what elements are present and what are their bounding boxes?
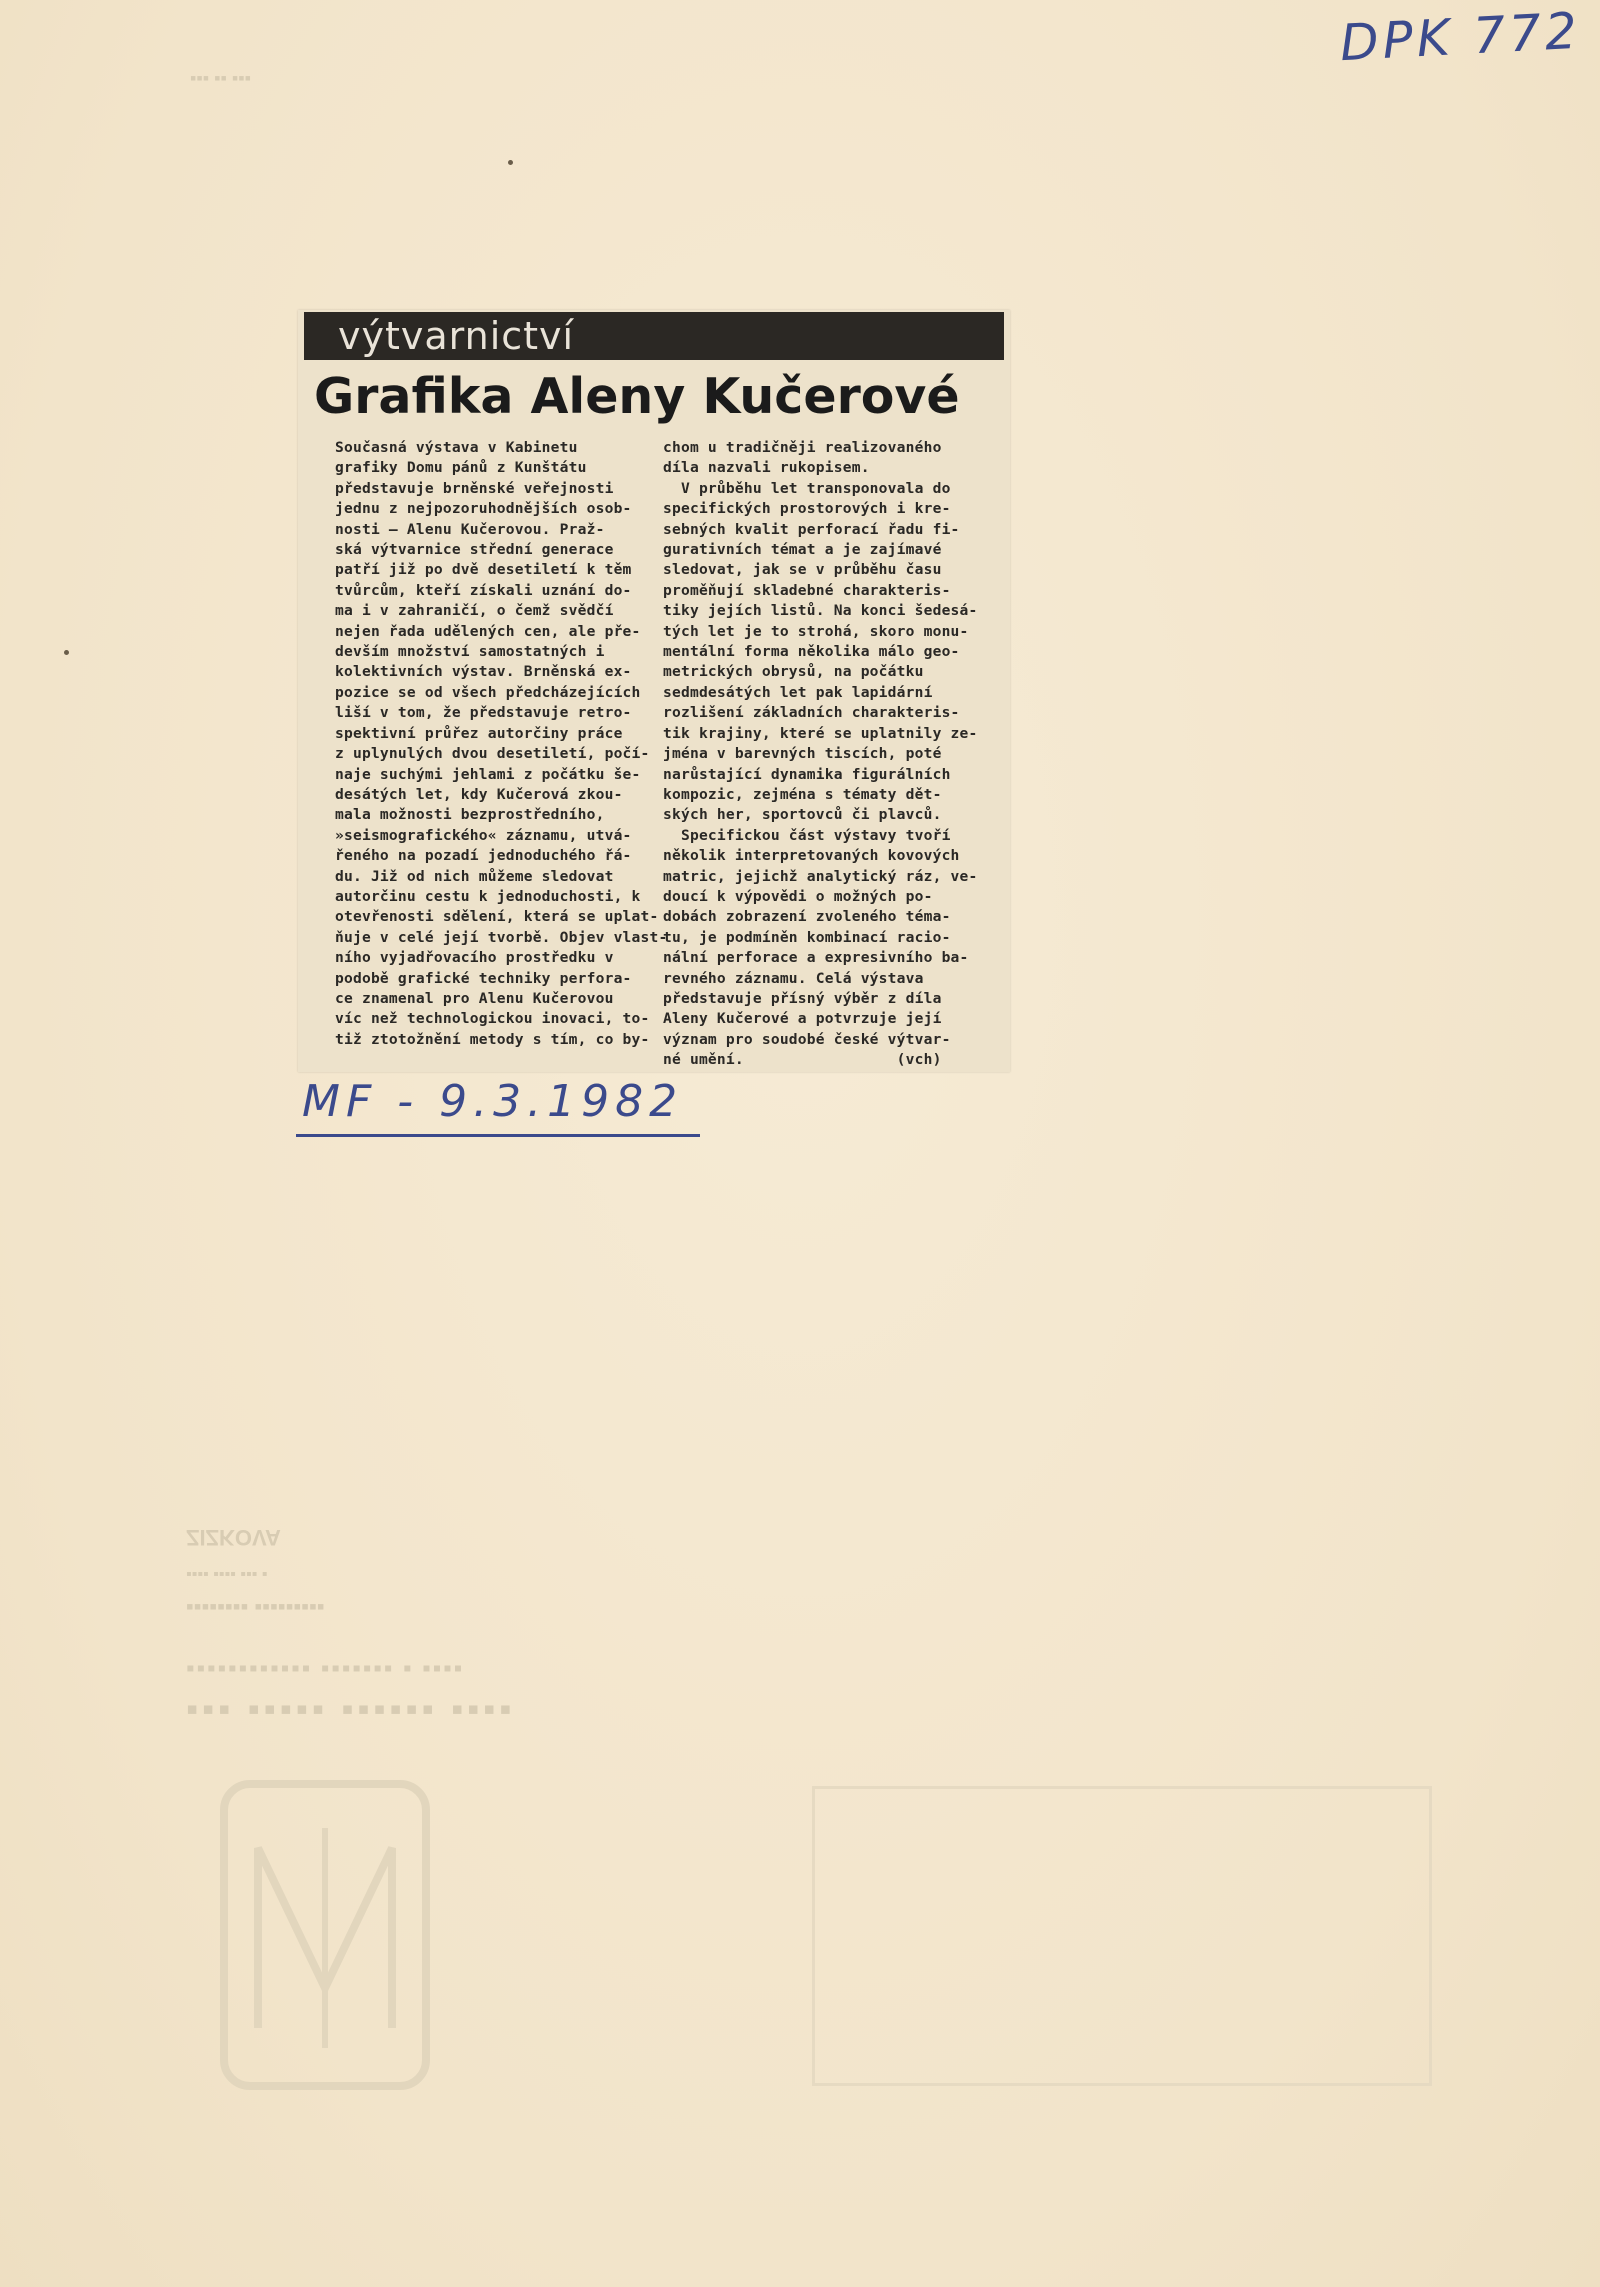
source-note-underline [296,1134,700,1137]
article-line: desátých let, kdy Kučerová zkou- [335,785,623,803]
article-line: jednu z nejpozoruhodnějších osob- [335,500,632,518]
article-line: pozice se od všech předcházejících [335,683,641,701]
article-line: specifických prostorových i kre- [663,500,951,518]
article-line: narůstající dynamika figurálních [663,765,951,783]
article-line: du. Již od nich můžeme sledovat [335,867,614,885]
article-line: ního vyjadřovacího prostředku v [335,949,614,967]
article-line: »seismografického« záznamu, utvá- [335,826,632,844]
article-line: sledovat, jak se v průběhu času [663,561,942,579]
faded-print-line-5: ▪▪▪ ▪▪▪▪▪ ▪▪▪▪▪▪ ▪▪▪▪ [186,1691,516,1729]
article-line: V průběhu let transponovala do [663,479,951,497]
faded-print-line-4: ▪▪▪▪▪▪▪▪▪▪▪▪ ▪▪▪▪▪▪▪ ▪ ▪▪▪▪ [186,1655,465,1682]
article-line: podobě grafické techniky perfora- [335,969,632,987]
article-line: dobách zobrazení zvoleného téma- [663,908,951,926]
faded-print-line-3: ▪▪▪▪▪▪▪▪ ▪▪▪▪▪▪▪▪▪ [186,1595,325,1620]
article-headline: Grafika Aleny Kučerové [314,368,960,425]
article-line: rozlišení základních charakteris- [663,704,960,722]
speck [508,160,513,165]
article-line: liší v tom, že představuje retro- [335,704,632,722]
article-line: patří již po dvě desetiletí k těm [335,561,632,579]
article-line: kolektivních výstav. Brněnská ex- [335,663,632,681]
article-line: řeného na pozadí jednoduchého řá- [335,847,632,865]
article-line: kompozic, zejména s tématy dět- [663,785,942,803]
article-line: tiž ztotožnění metody s tím, co by- [335,1030,650,1048]
section-band [304,312,1004,360]
article-line: gurativních témat a je zajímavé [663,541,942,559]
article-line: autorčinu cestu k jednoduchosti, k [335,887,641,905]
article-line: tu, je podmíněn kombinací racio- [663,928,951,946]
article-line: víc než technologickou inovaci, to- [335,1010,650,1028]
speck [64,650,69,655]
article-line: několik interpretovaných kovových [663,847,960,865]
faded-print-line-2: ▪▪▪▪ ▪▪▪▪ ▪▪▪ ▪ [186,1565,268,1582]
newspaper-clipping [298,310,1010,1072]
article-line: mentální forma několika málo geo- [663,643,960,661]
article-line: doucí k výpovědi o možných po- [663,887,933,905]
address-box [812,1786,1432,2086]
article-line: nální perforace a expresivního ba- [663,949,969,967]
article-line: nejen řada udělených cen, ale pře- [335,622,641,640]
faded-logo-icon [220,1780,430,2090]
article-line: sedmdesátých let pak lapidární [663,683,933,701]
article-line: ská výtvarnice střední generace [335,541,614,559]
article-line: ma i v zahraničí, o čemž svědčí [335,602,614,620]
section-label: výtvarnictví [338,314,575,358]
article-line: naje suchými jehlami z počátku še- [335,765,641,783]
article-line: mala možnosti bezprostředního, [335,806,605,824]
source-note: MF - 9.3.1982 [302,1076,684,1127]
article-line: Současná výstava v Kabinetu [335,439,578,456]
article-line: tiky jejích listů. Na konci šedesá- [663,602,978,620]
article-line: grafiky Domu pánů z Kunštátu [335,459,587,477]
article-line: ňuje v celé její tvorbě. Objev vlast- [335,928,668,946]
article-line: tvůrcům, kteří získali uznání do- [335,581,632,599]
article-line: spektivní průřez autorčiny práce [335,724,623,742]
article-line: ských her, sportovců či plavců. [663,806,942,824]
article-line: nosti — Alenu Kučerovou. Praž- [335,520,605,538]
article-line: z uplynulých dvou desetiletí, počí- [335,745,650,763]
article-line: matric, jejichž analytický ráz, ve- [663,867,978,885]
article-line: proměňují skladebné charakteris- [663,581,951,599]
article-line: tik krajiny, které se uplatnily ze- [663,724,978,742]
article-line: představuje brněnské veřejnosti [335,479,614,497]
article-line: představuje přísný výběr z díla [663,989,942,1007]
article-line: význam pro soudobé české výtvar- [663,1030,951,1048]
article-line: devším množství samostatných i [335,643,605,661]
article-line: né umění. (vch) [663,1051,942,1069]
faded-print-line-1: ZIZKOVA [186,1525,281,1550]
article-line: ce znamenal pro Alenu Kučerovou [335,989,614,1007]
article-line: jména v barevných tiscích, poté [663,745,942,763]
article-line: metrických obrysů, na počátku [663,663,924,681]
article-column-right [663,438,978,1071]
article-line: sebných kvalit perforací řadu fi- [663,520,960,538]
article-line: tých let je to strohá, skoro monu- [663,622,969,640]
article-line: Specifickou část výstavy tvoří [663,826,951,844]
article-line: otevřenosti sdělení, která se uplat- [335,908,659,926]
article-line: revného záznamu. Celá výstava [663,969,924,987]
article-line: chom u tradičněji realizovaného [663,439,942,456]
faded-print-top: ▪▪▪ ▪▪ ▪▪▪ [190,68,252,88]
article-line: Aleny Kučerové a potvrzuje její [663,1010,942,1028]
article-line: díla nazvali rukopisem. [663,459,870,477]
archive-mark: DPK 772 [1338,1,1583,73]
article-column-left [335,438,668,1050]
